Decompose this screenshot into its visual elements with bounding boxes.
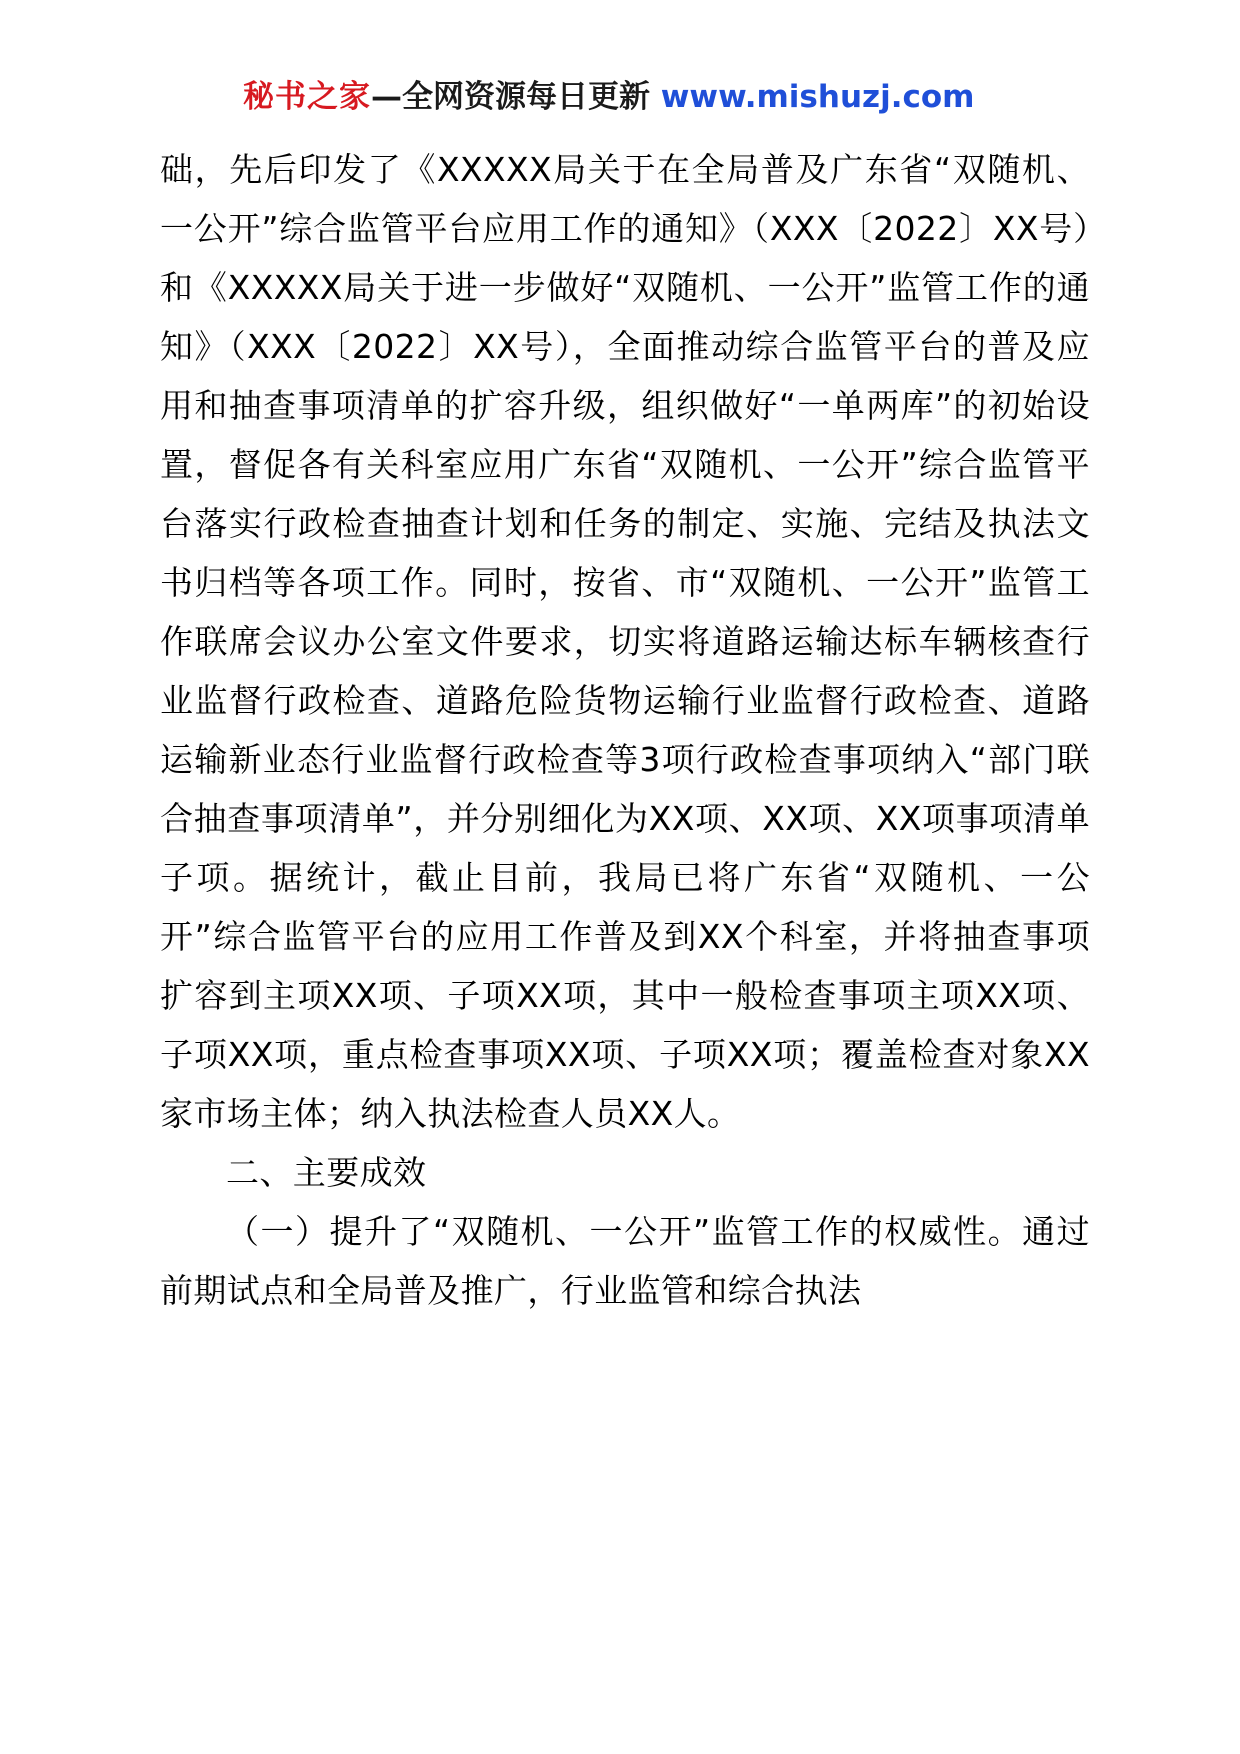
watermark-url[interactable]: www.mishuzj.com [660, 79, 975, 115]
watermark-separator: — [371, 79, 402, 115]
paragraph-continuation: 础，先后印发了《XXXXX局关于在全局普及广东省“双随机、一公开”综合监管平台应用工作的通知》（XXX〔2022〕XX号）和《XXXXX局关于进一步做好“双随机、一公开”监管工作的通知》（XXX〔2022〕XX号），全面推动综合监管平台的普及应用和抽查事项清单的扩容升级，组织做好“一单两库”的初始设置，督促各有关科室应用广东省“双随机、一公开”综合监管平台落实行政检查抽查计划和任务的制定、实施、完结及执法文书归档等各项工作。同时，按省、市“双随机、一公开”监管工作联席会议办公室文件要求，切实将道路运输达标车辆核查行业监督行政检查、道路危险货物运输行业监督行政检查、道路运输新业态行业监督行政检查等3项行政检查事项纳入“部门联合抽查事项清单”，并分别细化为XX项、XX项、XX项事项清单子项。据统计，截止目前，我局已将广东省“双随机、一公开”综合监管平台的应用工作普及到XX个科室，并将抽查事项扩容到主项XX项、子项XX项，其中一般检查事项主项XX项、子项XX项，重点检查事项XX项、子项XX项；覆盖检查对象XX家市场主体；纳入执法检查人员XX人。 [160, 150, 1090, 1133]
document-body [160, 140, 1090, 1320]
watermark-banner [243, 79, 975, 115]
watermark-brand: 秘书之家 [243, 79, 371, 115]
paragraph-subsection-one: （一）提升了“双随机、一公开”监管工作的权威性。通过前期试点和全局普及推广，行业监管和综合执法 [160, 1212, 1090, 1310]
watermark-tagline: 全网资源每日更新 [402, 79, 650, 115]
heading-section-two: 二、主要成效 [226, 1153, 427, 1192]
